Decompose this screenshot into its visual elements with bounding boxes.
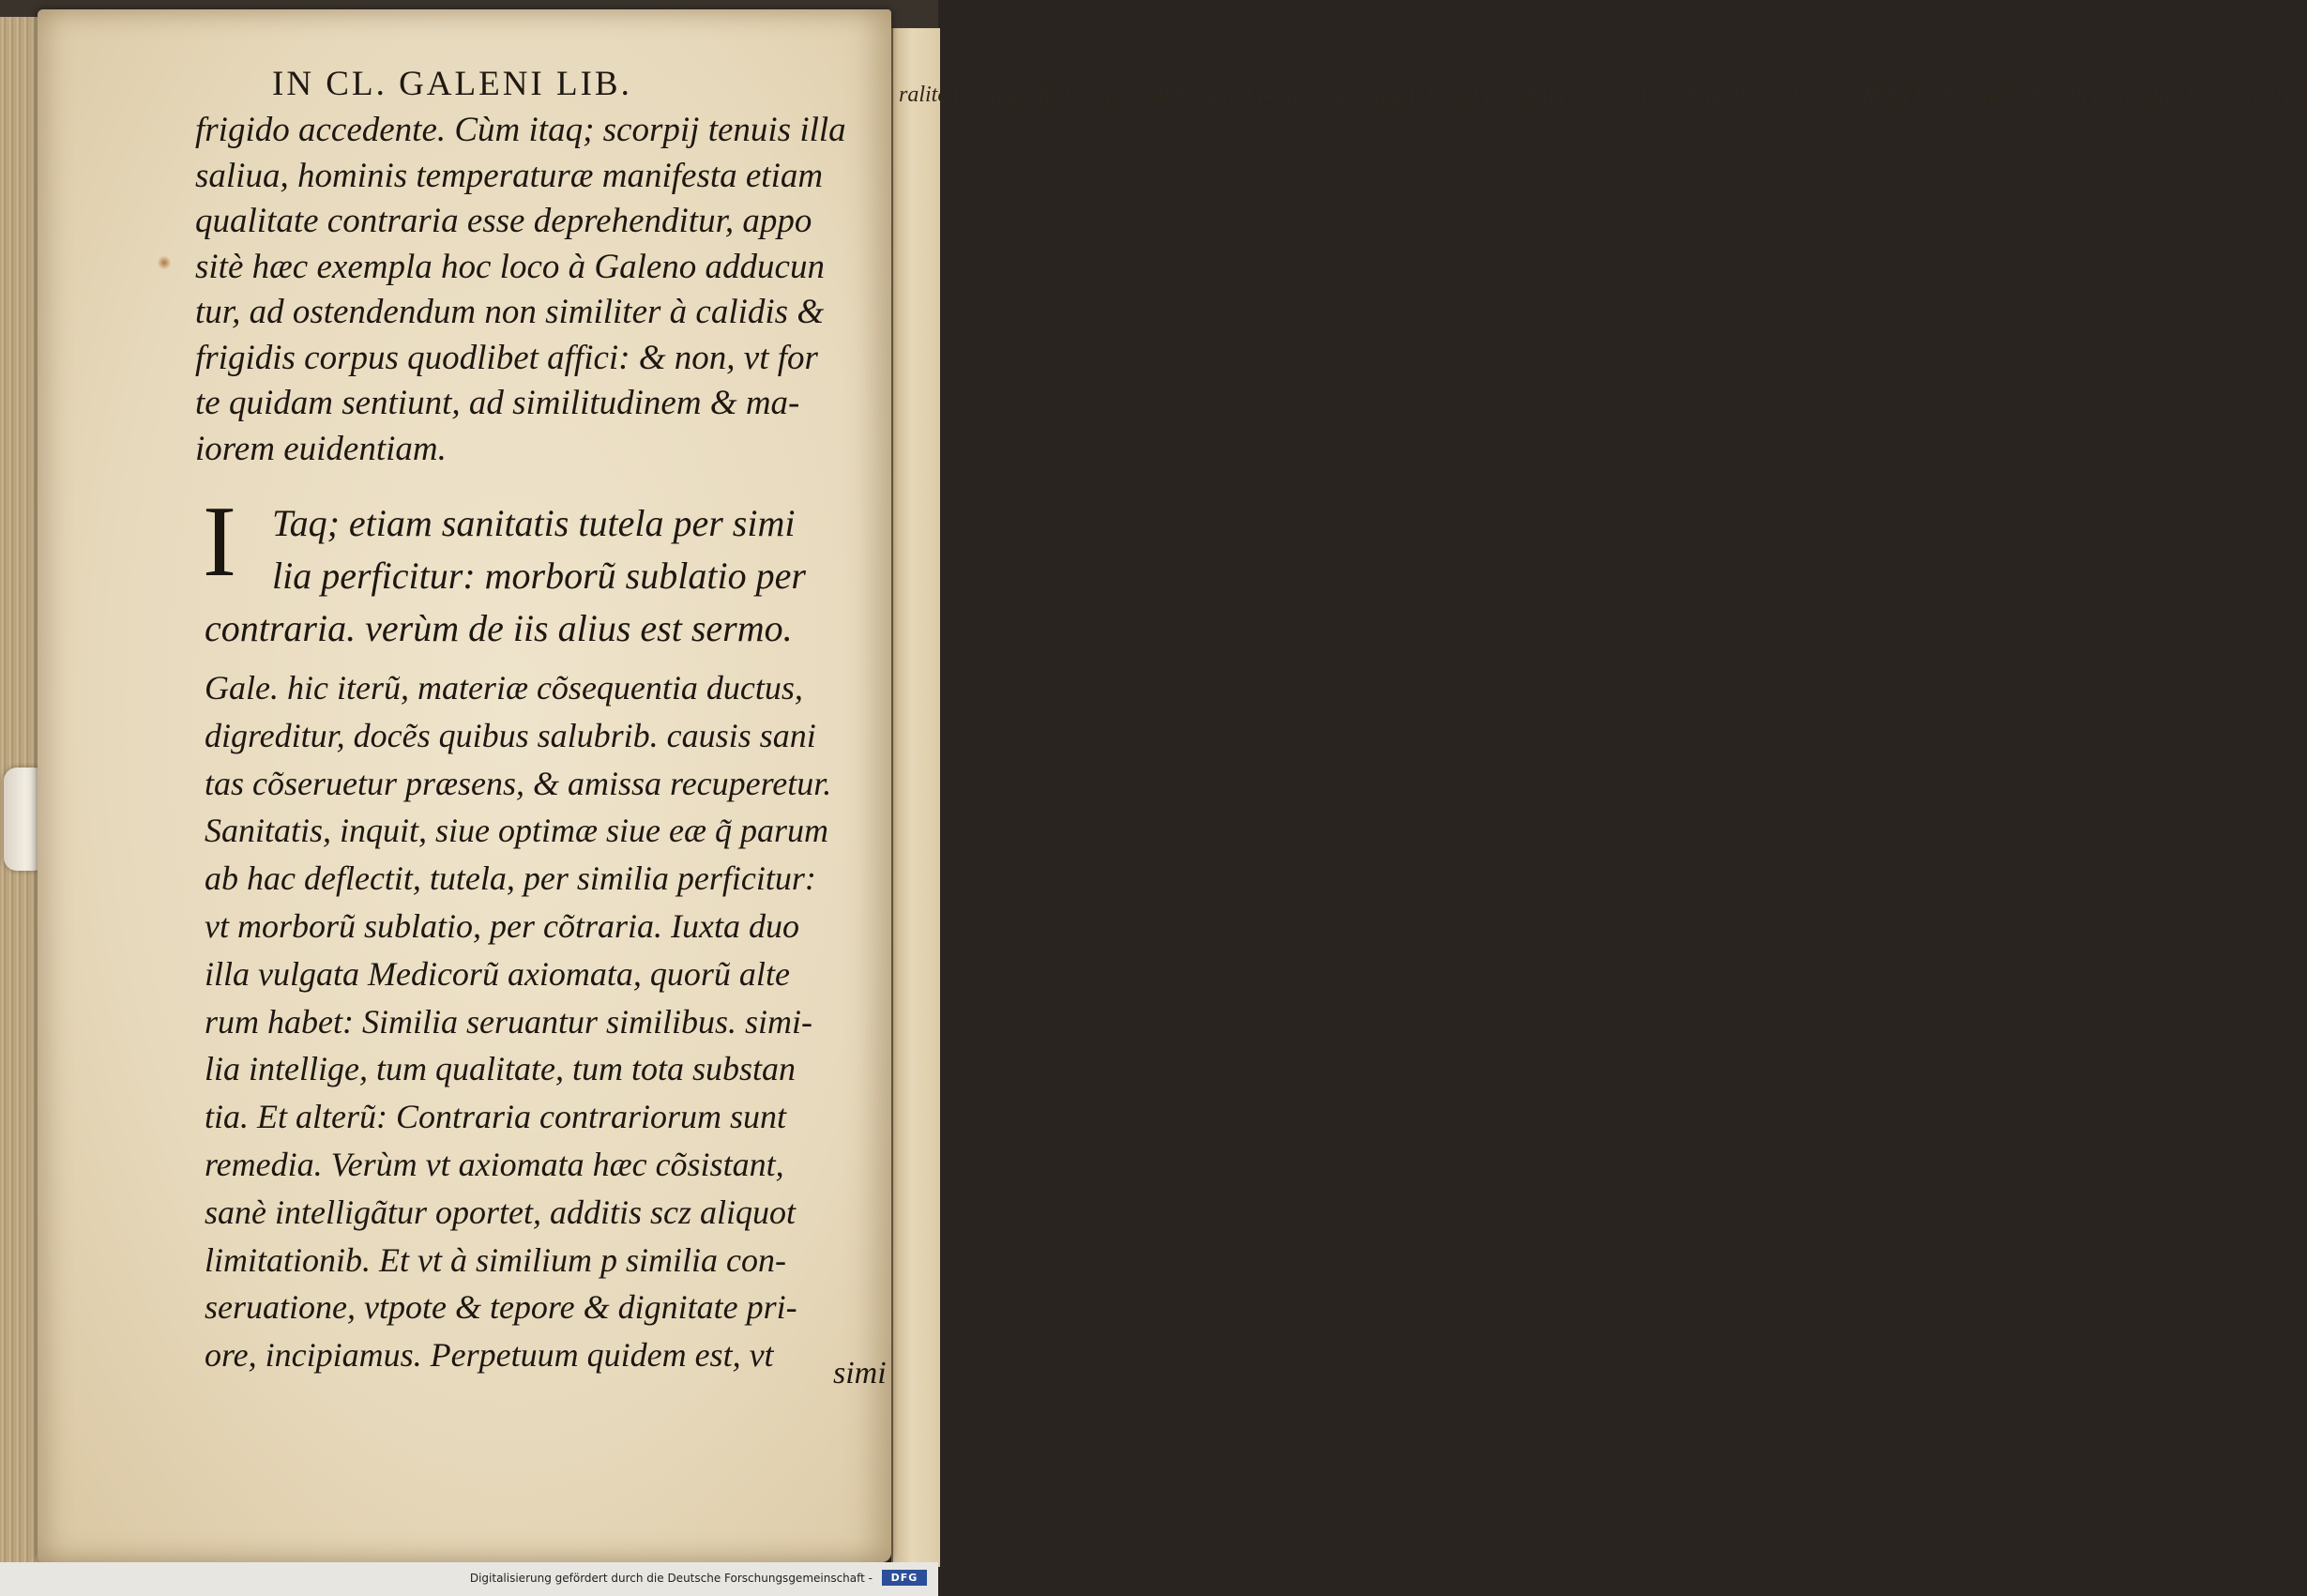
text-line: seruatione, vtpote & tepore & dignitate pri- [205,1288,797,1327]
text-line: sanè intelligãtur oportet, additis scz aliquot [205,1193,796,1231]
facing-page-line: profect [1008,83,1071,107]
dfg-logo: DFG [882,1570,927,1586]
facing-page-line: peran [1257,83,1311,107]
facing-page-line: suam [1315,83,1363,107]
text-line: Gale. hic iterũ, materiæ cõsequentia ductus, [205,669,803,707]
drop-cap-initial: I [203,486,236,598]
facing-page-line: licet, v [1914,83,1975,107]
lemma-line: lia perficitur: morborũ sublatio per [272,555,806,597]
facing-page-line: salubr [1137,83,1195,107]
text-line: tia. Et alterũ: Contraria contrariorum sunt [205,1098,787,1136]
facing-page-line: aere t [1200,83,1252,107]
facing-page-line: prim [2264,83,2307,107]
text-line: remedia. Verùm vt axiomata hæc cõsistant, [205,1145,784,1183]
text-line: qualitate contraria esse deprehenditur, appo [195,202,812,240]
text-line: frigido accedente. Cùm itaq; scorpij tenuis illa [195,111,846,149]
facing-page-line: to, [2187,83,2211,107]
facing-page-line: tum di [2053,83,2110,107]
lemma-line: contraria. verùm de iis alius est sermo. [205,607,793,649]
footer-credit: Digitalisierung gefördert durch die Deutsche Forschungsgemeinschaft - [469,1572,873,1585]
facing-page-line: suborte [1980,83,2048,107]
text-line: lia intellige, tum qualitate, tum tota substan [205,1050,796,1088]
text-line: vt morborũ sublatio, per cõtraria. Iuxta duo [205,906,799,945]
text-line: iorem euidentiam. [195,429,447,468]
paragraph-1 [195,108,846,472]
facing-page-line: tis mi [953,83,1003,107]
facing-page-line: bean [1684,83,1729,107]
facing-page-line: men [1597,83,1635,107]
text-line: ore, incipiamus. Perpetuum quidem est, vt [205,1336,774,1375]
lemma-line: Taq; etiam sanitatis tutela per simi [272,502,796,544]
text-line: limitationib. Et vt à similium p similia con- [205,1240,786,1279]
running-head: IN CL. GALENI LIB. [272,65,632,103]
page-stain [158,255,171,270]
facing-page-line: da ca [1542,83,1592,107]
text-line: Sanitatis, inquit, siue optimæ siue eæ q̃ parum [205,812,829,850]
text-line: te quidam sentiunt, ad similitudinem & ma- [195,384,800,422]
text-line: sitè hæc exempla hoc loco à Galeno adducun [195,247,825,286]
facing-page-line: accep [1484,83,1538,107]
facing-page-line: qualit [1368,83,1421,107]
text-line: digreditur, docẽs quibus salubrib. causis sani [205,716,816,754]
text-line: frigidis corpus quodlibet affici: & non, vt for [195,338,818,377]
facing-page-line: test, q [1792,83,1847,107]
text-line: tur, ad ostendendum non similiter à calidis & [195,293,825,331]
text-line: tas cõseruetur præsens, & amissa recuperetur. [205,764,832,802]
facing-page-line: offend [1852,83,1909,107]
commentary-text [205,664,831,1379]
facing-page-line: in aer [1734,83,1787,107]
lemma-text [203,486,806,655]
facing-page-line: tis est [1426,83,1480,107]
text-line: illa vulgata Medicorũ axiomata, quorũ alte [205,954,790,993]
facing-page-line: ralite [899,83,948,107]
facing-page-strip [891,28,2307,1567]
facing-page-line: ta, pri [1076,83,1132,107]
facing-page-line: perti [2216,83,2259,107]
catchword: simi [833,1356,887,1391]
text-line: saliua, hominis temperaturæ manifesta etiam [195,156,824,195]
text-line: ab hac deflectit, tutela, per similia perficitur: [205,859,816,898]
facing-page-text [893,28,2307,118]
facing-page-line: singula [2115,83,2182,107]
text-line: rum habet: Similia seruantur similibus. simi- [205,1002,813,1041]
facing-page-line: lis o [1640,83,1679,107]
